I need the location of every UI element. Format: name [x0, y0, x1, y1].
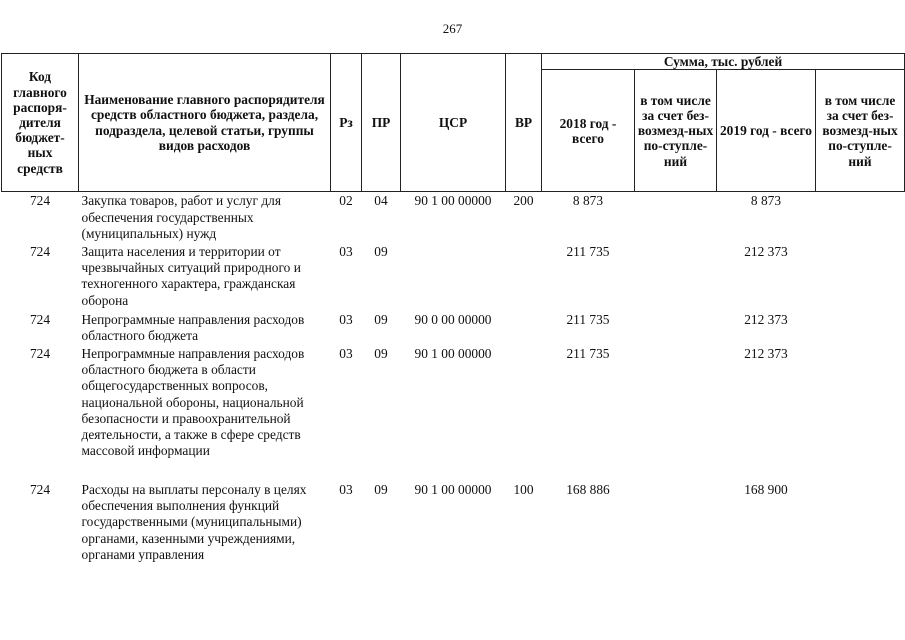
cell-name: Защита населения и территории от чрезвычайных ситуаций природного и техногенного характера, гражданская оборона	[81, 243, 301, 308]
cell-2018-free	[635, 192, 717, 244]
header-name: Наименование главного распорядителя средств областного бюджета, раздела, подраздела, целевой статьи, группы видов расходов	[79, 54, 331, 192]
cell-2019-free	[816, 244, 905, 312]
header-2018-total: 2018 год - всего	[542, 70, 635, 192]
cell-name: Непрограммные направления расходов областного бюджета в области общегосударственных вопросов, национальной обороны, национальной безопасности и правоохранительной деятельности, а также в сфере средств массовой информации	[81, 345, 305, 459]
cell-2018-total: 168 886	[566, 481, 610, 497]
table-row	[2, 244, 905, 312]
header-2019-free: в том числе за счет без-возмезд-ных по-ступле-ний	[816, 70, 905, 192]
cell-2019-total: 212 373	[744, 345, 788, 361]
cell-csr: 90 1 00 00000	[414, 193, 492, 209]
cell-pr: 04	[374, 193, 388, 209]
cell-rz: 03	[339, 311, 353, 327]
page-number: 267	[442, 21, 463, 36]
cell-vr	[506, 346, 542, 482]
table-row	[2, 346, 905, 482]
header-pr: ПР	[362, 54, 401, 192]
cell-2019-free	[816, 346, 905, 482]
cell-2019-free	[816, 192, 905, 244]
cell-csr	[401, 244, 506, 312]
cell-2019-free	[816, 482, 905, 582]
header-2019-total: 2019 год - всего	[717, 70, 816, 192]
budget-table	[1, 53, 905, 582]
table-body	[2, 192, 905, 582]
cell-2019-total: 212 373	[744, 311, 788, 327]
cell-rz: 02	[339, 193, 353, 209]
cell-code: 724	[29, 311, 51, 327]
cell-2018-free	[635, 482, 717, 582]
cell-pr: 09	[374, 243, 388, 259]
cell-2019-free	[816, 312, 905, 346]
cell-2018-free	[635, 346, 717, 482]
header-csr: ЦСР	[401, 54, 506, 192]
cell-vr	[506, 312, 542, 346]
table-row	[2, 482, 905, 582]
cell-name: Непрограммные направления расходов областного бюджета	[81, 311, 305, 343]
cell-name: Расходы на выплаты персоналу в целях обеспечения выполнения функций государственными (муниципальными) органами, казенными учреждениями, органами управления	[81, 481, 307, 562]
cell-2018-free	[635, 312, 717, 346]
header-vr: ВР	[506, 54, 542, 192]
header-rz: Рз	[331, 54, 362, 192]
cell-2018-total: 211 735	[566, 345, 610, 361]
header-2018-free: в том числе за счет без-возмезд-ных по-ступле-ний	[635, 70, 717, 192]
cell-vr: 100	[513, 481, 534, 497]
cell-csr: 90 1 00 00000	[414, 345, 492, 361]
cell-code: 724	[29, 345, 51, 361]
header-sum: Сумма, тыс. рублей	[542, 54, 905, 70]
header-code: Код главного распоря-дителя бюджет-ных средств	[2, 54, 79, 192]
cell-2018-total: 211 735	[566, 243, 610, 259]
cell-2018-free	[635, 244, 717, 312]
cell-csr: 90 0 00 00000	[414, 311, 492, 327]
cell-2019-total: 212 373	[744, 243, 788, 259]
cell-rz: 03	[339, 481, 353, 497]
cell-2018-total: 8 873	[572, 193, 604, 209]
cell-code: 724	[29, 243, 51, 259]
cell-rz: 03	[339, 345, 353, 361]
cell-code: 724	[29, 193, 51, 209]
cell-pr: 09	[374, 311, 388, 327]
cell-2019-total: 168 900	[744, 481, 788, 497]
table-row	[2, 192, 905, 244]
cell-2019-total: 8 873	[750, 193, 782, 209]
cell-name: Закупка товаров, работ и услуг для обеспечения государственных (муниципальных) нужд	[81, 193, 281, 241]
cell-rz: 03	[339, 243, 353, 259]
cell-pr: 09	[374, 481, 388, 497]
cell-csr: 90 1 00 00000	[414, 481, 492, 497]
cell-code: 724	[29, 481, 51, 497]
cell-vr: 200	[513, 193, 534, 209]
cell-2018-total: 211 735	[566, 311, 610, 327]
table-header	[2, 54, 905, 192]
table-row	[2, 312, 905, 346]
cell-pr: 09	[374, 345, 388, 361]
cell-vr	[506, 244, 542, 312]
